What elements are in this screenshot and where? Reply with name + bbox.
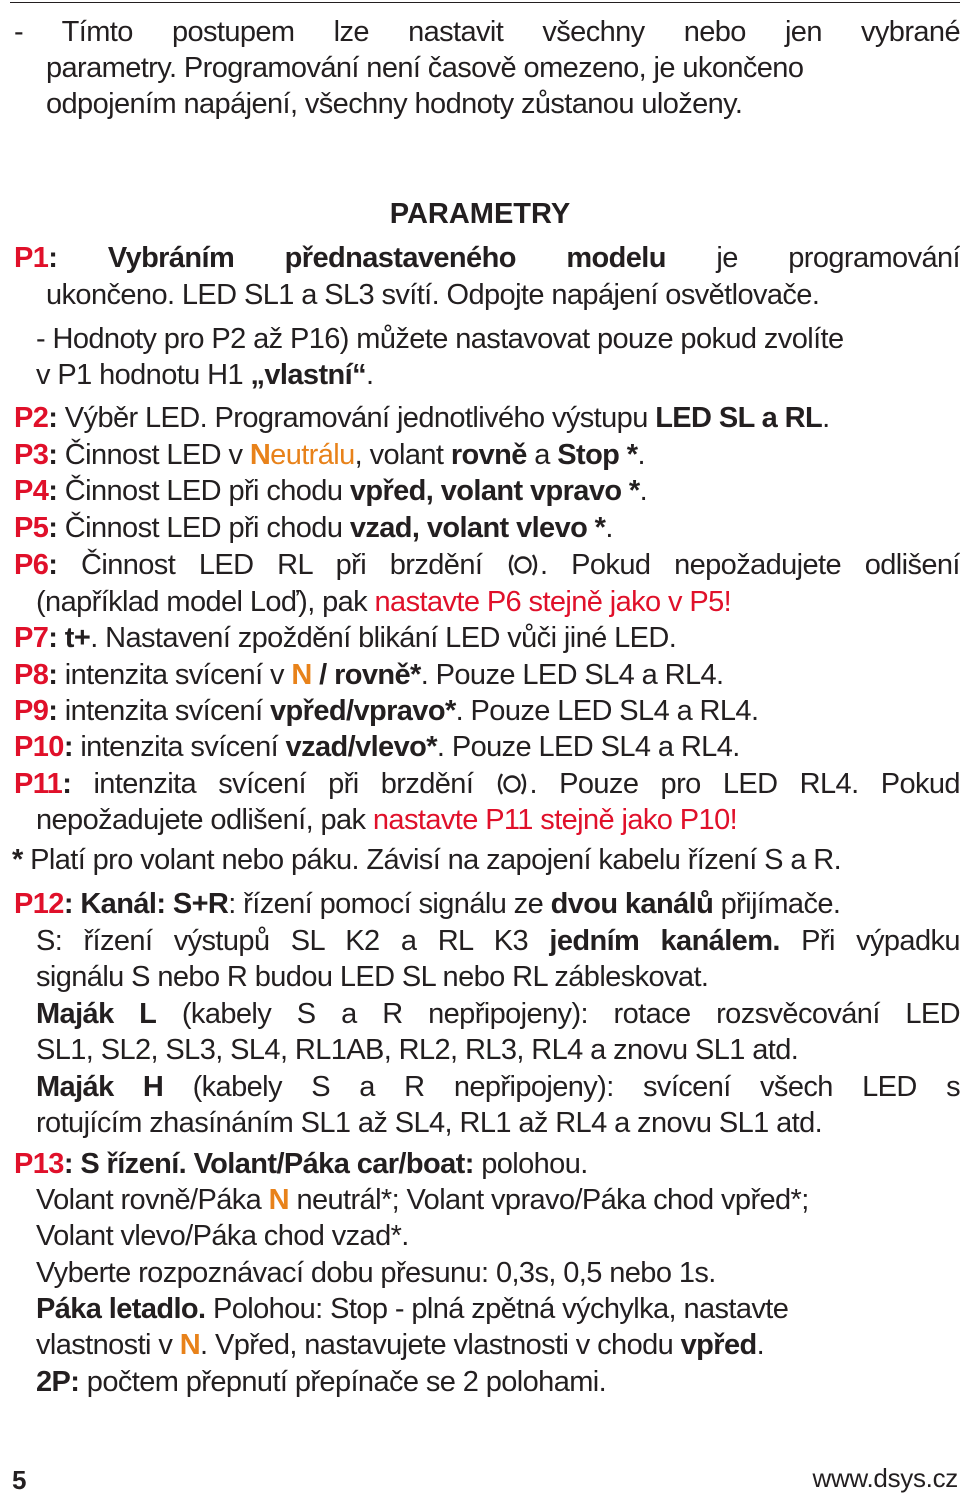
p13-line-7: 2P: počtem přepnutí přepínače se 2 polohami. [36,1366,607,1398]
p8-line: P8: intenzita svícení v N / rovně*. Pouze LED SL4 a RL4. [14,659,724,691]
p9-line: P9: intenzita svícení vpřed/vpravo*. Pouze LED SL4 a RL4. [14,695,759,727]
p13-line-1: P13: S řízení. Volant/Páka car/boat: polohou. [14,1148,588,1180]
p12-s-line-1: S: řízení výstupů SL K2 a RL K3 jedním kanálem. Při výpadku [36,925,960,957]
p1-line-2: ukončeno. LED SL1 a SL3 svítí. Odpojte napájení osvětlovače. [46,279,820,311]
p13-line-3: Volant vlevo/Páka chod vzad*. [36,1220,409,1252]
p11-line-1: P11: intenzita svícení při brzdění . Pouze pro LED RL4. Pokud [14,768,960,800]
intro-line-2: parametry. Programování není časově omezeno, je ukončeno [46,52,804,84]
p13-line-6: vlastnosti v N. Vpřed, nastavujete vlastnosti v chodu vpřed. [36,1329,765,1361]
p1-line-4: v P1 hodnotu H1 „vlastní“. [36,359,374,391]
p13-line-5: Páka letadlo. Polohou: Stop - plná zpětná výchylka, nastavte [36,1293,789,1325]
brake-icon: . [506,549,547,581]
intro-line-3: odpojením napájení, všechny hodnoty zůstanou uloženy. [46,88,743,120]
page-number: 5 [12,1465,27,1495]
p11-line-2: nepožadujete odlišení, pak nastavte P11 stejně jako P10! [36,804,738,836]
footnote: * Platí pro volant nebo páku. Závisí na zapojení kabelu řízení S a R. [12,844,842,876]
intro-line-1: - Tímto postupem lze nastavit všechny nebo jen vybrané [14,16,960,48]
p1-line-3: - Hodnoty pro P2 až P16) můžete nastavovat pouze pokud zvolíte [36,323,844,355]
p12-h-line-1: Maják H (kabely S a R nepřipojeny): svícení všech LED s [36,1071,960,1103]
p13-line-4: Vyberte rozpoznávací dobu přesunu: 0,3s, 0,5 nebo 1s. [36,1257,716,1289]
website-link[interactable]: www.dsys.cz [812,1463,958,1493]
p10-line: P10: intenzita svícení vzad/vlevo*. Pouze LED SL4 a RL4. [14,731,740,763]
p12-h-line-2: rotujícím zhasínáním SL1 až SL4, RL1 až RL4 a znovu SL1 atd. [36,1107,823,1139]
top-rule [10,2,960,3]
p6-line-2: (například model Loď), pak nastavte P6 stejně jako v P5! [36,586,732,618]
p5-line: P5: Činnost LED při chodu vzad, volant vlevo *. [14,512,613,544]
p3-line: P3: Činnost LED v Neutrálu, volant rovně a Stop *. [14,439,645,471]
p6-line-1: P6: Činnost LED RL při brzdění . Pokud nepožadujete odlišení [14,549,960,581]
p12-s-line-2: signálu S nebo R budou LED SL nebo RL zábleskovat. [36,961,709,993]
p4-line: P4: Činnost LED při chodu vpřed, volant vpravo *. [14,475,648,507]
p12-line-1: P12: Kanál: S+R: řízení pomocí signálu ze dvou kanálů přijímače. [14,888,841,920]
brake-icon: . [495,768,536,800]
p13-line-2: Volant rovně/Páka N neutrál*; Volant vpravo/Páka chod vpřed*; [36,1184,809,1216]
p12-l-line-2: SL1, SL2, SL3, SL4, RL1AB, RL2, RL3, RL4 a znovu SL1 atd. [36,1034,799,1066]
p1-line-1: P1: Vybráním přednastaveného modelu je programování [14,242,960,274]
section-heading: PARAMETRY [389,198,571,230]
p2-line: P2: Výběr LED. Programování jednotlivého výstupu LED SL a RL. [14,402,830,434]
p12-l-line-1: Maják L (kabely S a R nepřipojeny): rotace rozsvěcování LED [36,998,960,1030]
p7-line: P7: t+. Nastavení zpoždění blikání LED vůči jiné LED. [14,622,677,654]
